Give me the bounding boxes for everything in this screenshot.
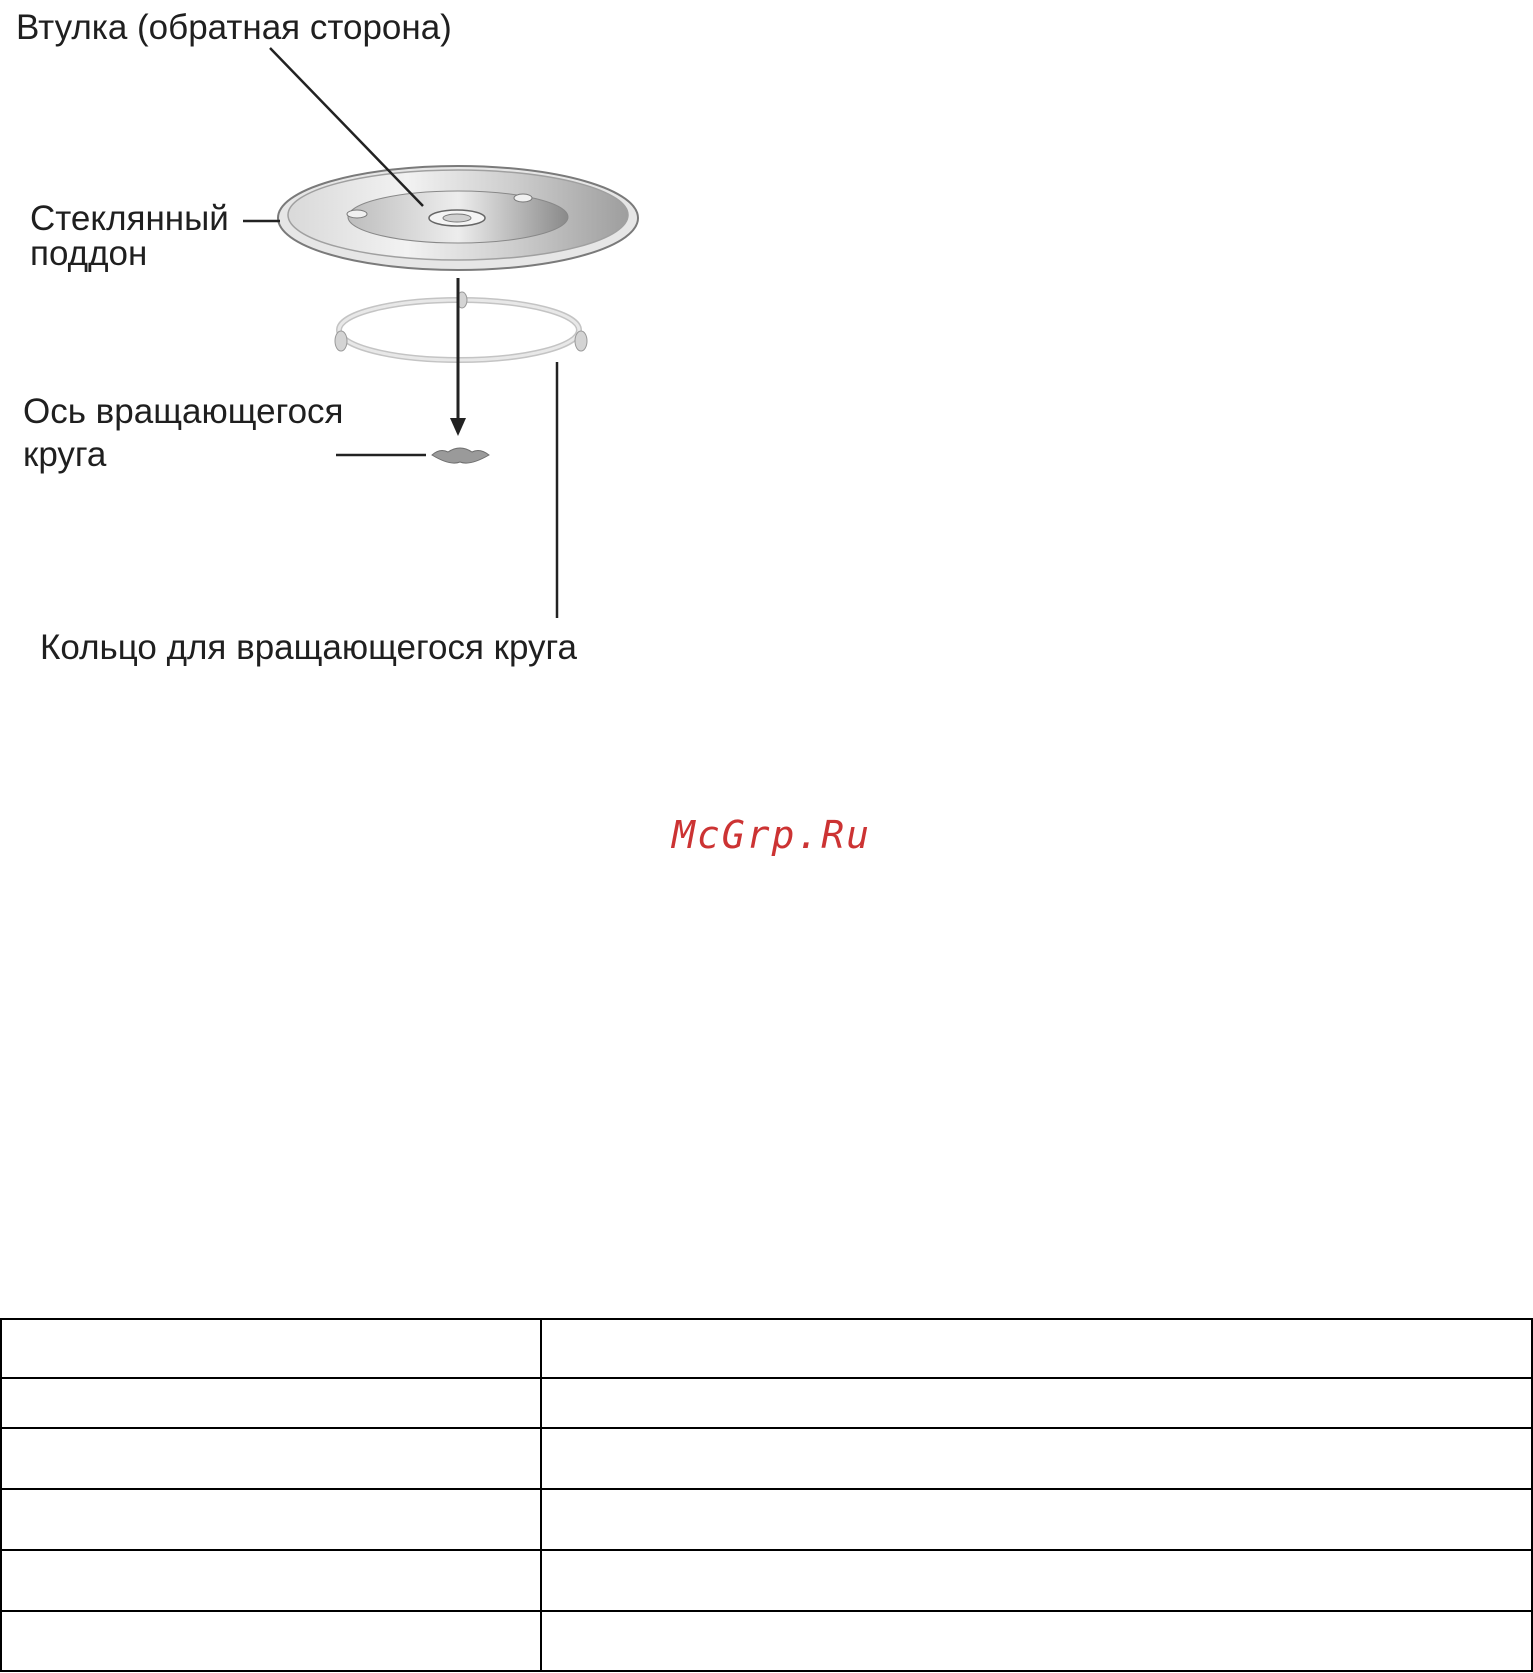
hub-label: Втулка (обратная сторона) — [16, 8, 452, 47]
table-cell — [1, 1489, 541, 1550]
table-cell — [1, 1319, 541, 1378]
table-cell — [1, 1428, 541, 1489]
table-cell — [1, 1378, 541, 1428]
glass-tray-label-line1: Стеклянный — [30, 199, 229, 238]
table-cell — [541, 1319, 1532, 1378]
watermark: McGrp.Ru — [672, 813, 872, 857]
table-row — [1, 1550, 1532, 1611]
table-cell — [541, 1428, 1532, 1489]
glass-tray — [278, 166, 638, 270]
axis-label-line1: Ось вращающегося — [23, 392, 344, 431]
table-cell — [541, 1378, 1532, 1428]
table-cell — [1, 1611, 541, 1671]
table-cell — [1, 1550, 541, 1611]
table-cell — [541, 1550, 1532, 1611]
ring-label: Кольцо для вращающегося круга — [40, 628, 577, 667]
axis-label-line2: круга — [23, 435, 107, 474]
table-row — [1, 1489, 1532, 1550]
table-cell — [541, 1611, 1532, 1671]
roller-ring — [335, 292, 587, 360]
spec-table — [0, 1318, 1533, 1672]
glass-tray-label-line2: поддон — [30, 234, 148, 273]
table-row — [1, 1428, 1532, 1489]
turntable-diagram — [0, 0, 1533, 720]
table-cell — [541, 1489, 1532, 1550]
turntable-axis — [432, 448, 489, 463]
table-row — [1, 1611, 1532, 1671]
table-row — [1, 1378, 1532, 1428]
table-row — [1, 1319, 1532, 1378]
